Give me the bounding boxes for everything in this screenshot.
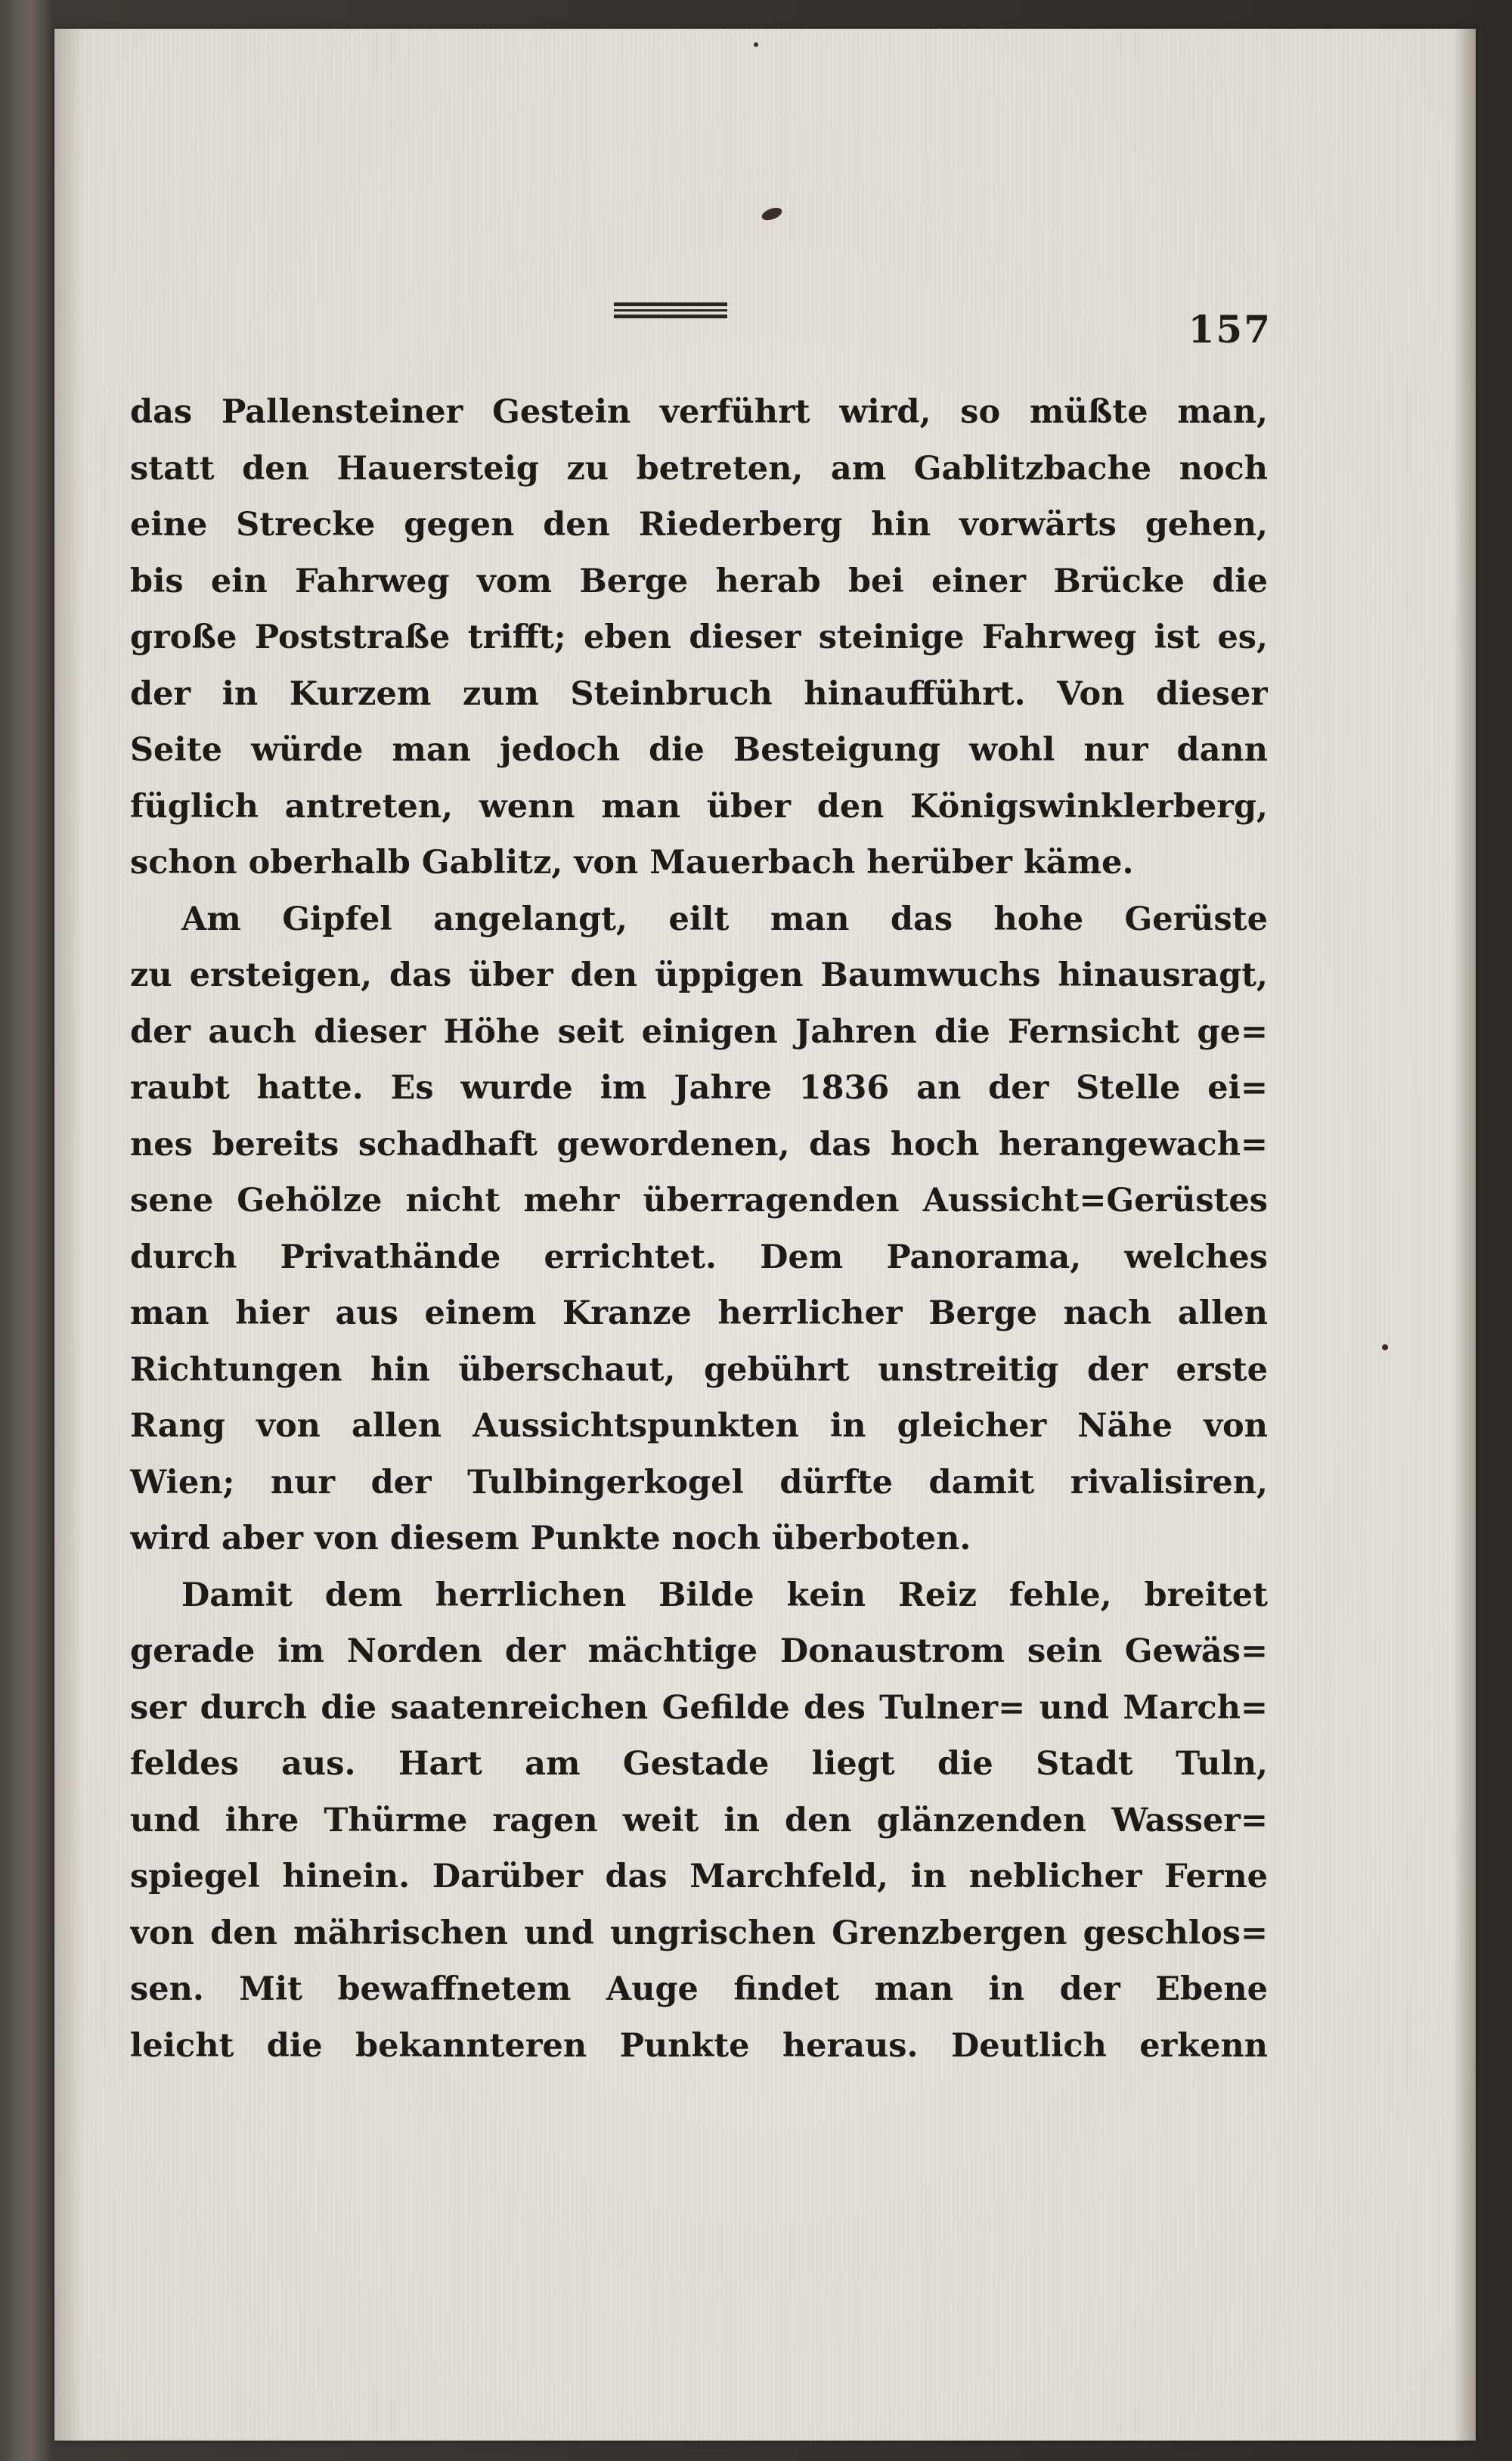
text-line: man hier aus einem Kranze herrlicher Berge nach allen [130,1294,1268,1332]
text-line: feldes aus. Hart am Gestade liegt die Stadt Tuln, [130,1745,1268,1783]
text-line: schon oberhalb Gablitz, von Mauerbach herüber käme. [130,844,1134,882]
text-line: raubt hatte. Es wurde im Jahre 1836 an der Stelle ei= [130,1069,1268,1107]
text-line: füglich antreten, wenn man über den Königswinklerberg, [130,787,1268,826]
book-page [54,29,1476,2441]
text-line: leicht die bekannteren Punkte heraus. Deutlich erkenn [130,2026,1268,2065]
header-rule [614,302,727,319]
text-line: der in Kurzem zum Steinbruch hinaufführt. Von dieser [130,674,1268,713]
text-line: von den mährischen und ungrischen Grenzbergen geschlos= [130,1914,1268,1952]
text-line: Am Gipfel angelangt, eilt man das hohe Gerüste [181,900,1268,938]
text-line: sen. Mit bewaffnetem Auge findet man in der Ebene [130,1970,1268,2008]
body-text [130,384,1268,2074]
text-line: durch Privathände errichtet. Dem Panorama, welches [130,1238,1268,1276]
text-line: zu ersteigen, das über den üppigen Baumwuchs hinausragt, [130,956,1268,994]
text-line: sene Gehölze nicht mehr überragenden Aussicht=Gerüstes [130,1182,1268,1220]
text-line: eine Strecke gegen den Riederberg hin vorwärts gehen, [130,506,1268,544]
page-number: 157 [1188,307,1272,352]
text-line: der auch dieser Höhe seit einigen Jahren die Fernsicht ge= [130,1012,1268,1051]
text-line: bis ein Fahrweg vom Berge herab bei einer Brücke die [130,562,1268,600]
text-line: ser durch die saatenreichen Gefilde des Tulner= und March= [130,1688,1268,1727]
page-edge-shadow [1453,29,1476,2441]
ink-speck [760,206,783,223]
text-line: das Pallensteiner Gestein verführt wird, so müßte man, [130,393,1268,431]
ink-speck [1382,1344,1388,1350]
text-line: und ihre Thürme ragen weit in den glänzenden Wasser= [130,1801,1268,1840]
text-line: nes bereits schadhaft gewordenen, das hoch herangewach= [130,1125,1268,1164]
text-line: Seite würde man jedoch die Besteigung wohl nur dann [130,731,1268,769]
ink-speck [754,42,758,47]
text-line: spiegel hinein. Darüber das Marchfeld, in neblicher Ferne [130,1858,1268,1895]
page-gutter-shadow [54,29,85,2441]
text-line: gerade im Norden der mächtige Donaustrom sein Gewäs= [130,1632,1268,1670]
text-line: Rang von allen Aussichtspunkten in gleicher Nähe von [130,1407,1268,1445]
text-line: statt den Hauersteig zu betreten, am Gablitzbache noch [130,449,1268,488]
text-line: Wien; nur der Tulbingerkogel dürfte damit rivalisiren, [130,1463,1268,1502]
text-line: Damit dem herrlichen Bilde kein Reiz fehle, breitet [181,1576,1268,1614]
text-line: Richtungen hin überschaut, gebührt unstreitig der erste [130,1350,1268,1389]
text-line: wird aber von diesem Punkte noch überboten. [130,1520,971,1557]
text-line: große Poststraße trifft; eben dieser steinige Fahrweg ist es, [130,618,1268,656]
